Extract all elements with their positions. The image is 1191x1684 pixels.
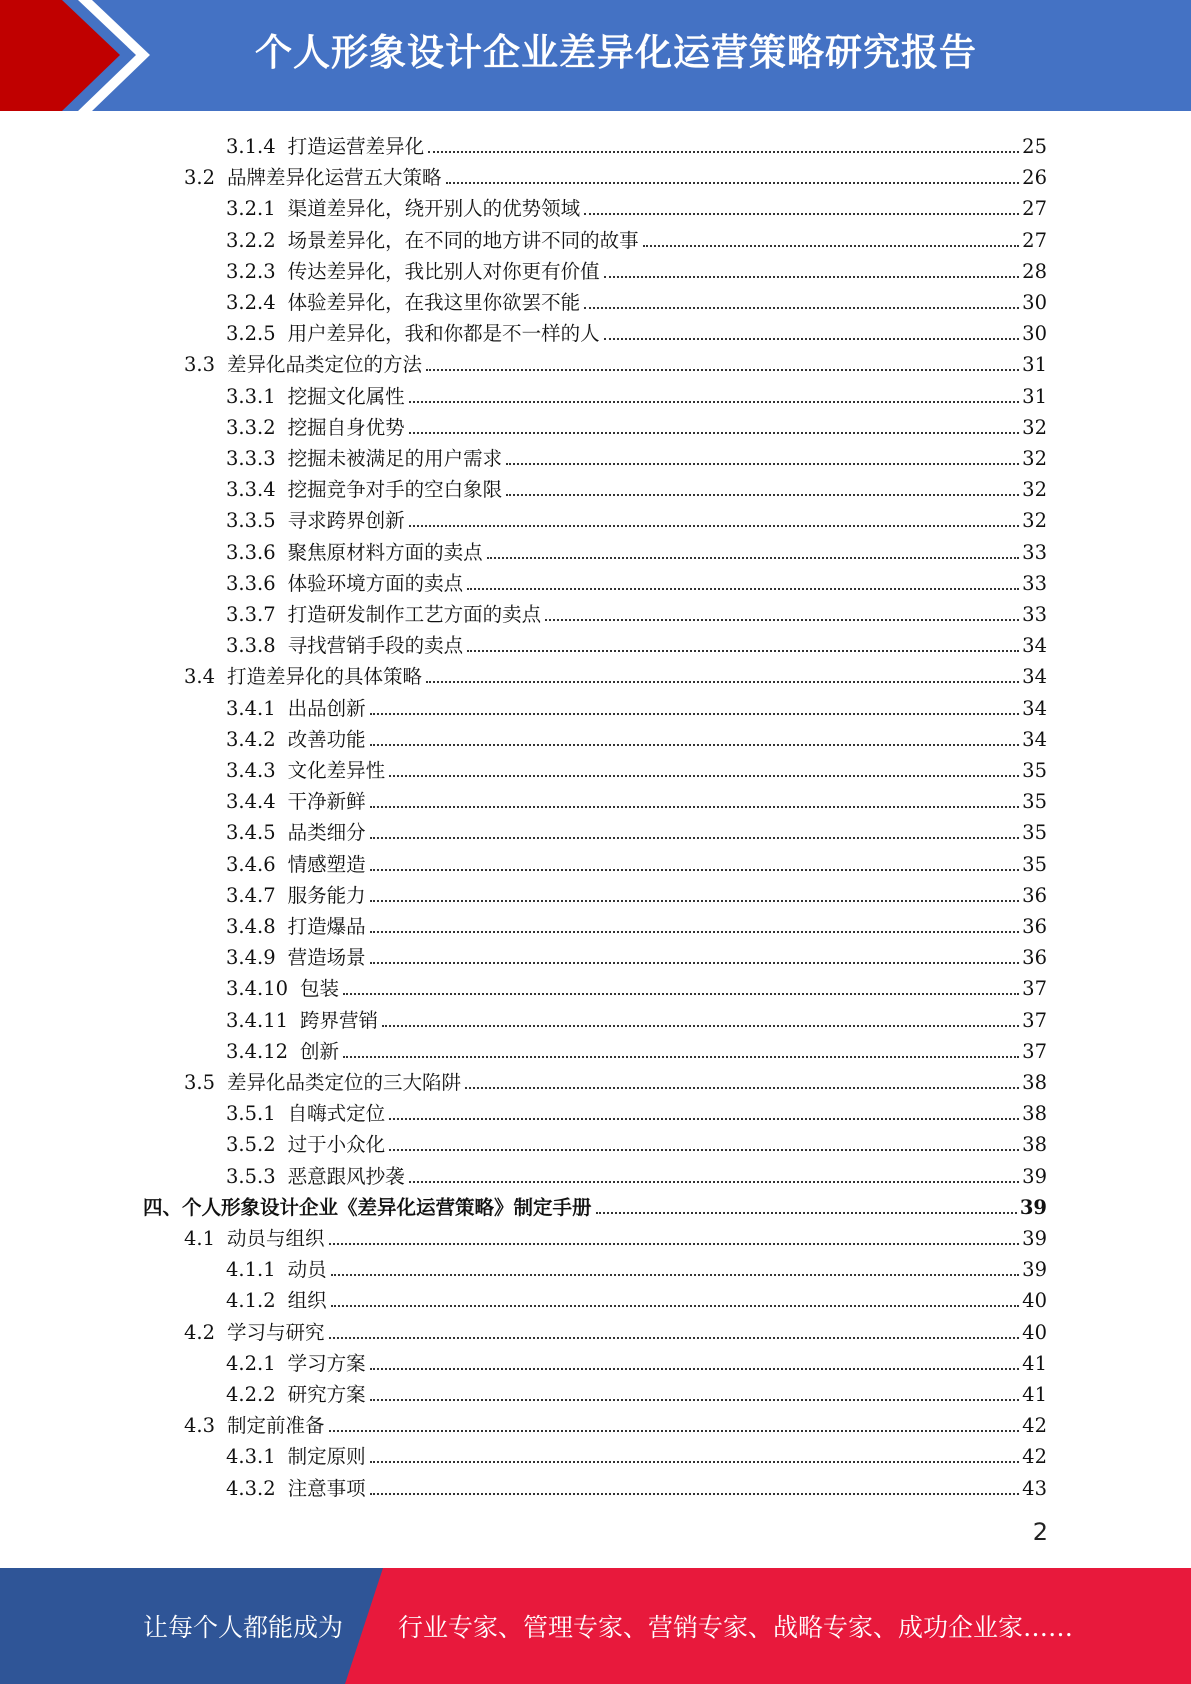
toc-entry-label: 挖掘竞争对手的空白象限 [287,478,503,502]
toc-entry-label: 差异化品类定位的三大陷阱 [227,1071,462,1094]
toc-dot-leader [370,1493,1020,1495]
footer-slogan-right: 行业专家、管理专家、营销专家、战略专家、成功企业家…… [398,1613,1074,1642]
toc-entry[interactable] [226,189,1047,220]
toc-entry-number: 3.3.1 [226,384,276,408]
toc-entry-label: 挖掘自身优势 [287,415,405,439]
toc-dot-leader [329,1430,1020,1432]
toc-entry-page: 41 [1022,1351,1047,1375]
toc-entry-number: 3.4.2 [226,727,276,751]
toc-entry-label: 制定原则 [287,1445,366,1469]
toc-entry-label: 聚焦原材料方面的卖点 [287,540,483,564]
toc-entry[interactable] [226,1250,1047,1281]
toc-entry[interactable] [226,813,1047,844]
toc-dot-leader [331,1274,1020,1276]
toc-entry-label: 创新 [300,1039,340,1063]
toc-entry-page: 34 [1022,665,1047,689]
toc-entry-number: 3.5.3 [226,1164,276,1188]
toc-entry-label: 文化差异性 [287,759,386,782]
toc-entry-page: 38 [1022,1071,1047,1094]
toc-entry-label: 打造爆品 [287,915,366,938]
toc-entry-number: 3.1.4 [226,135,276,158]
toc-entry-label: 制定前准备 [227,1414,325,1438]
toc-dot-leader [465,1087,1019,1089]
toc-entry-page: 35 [1022,852,1047,876]
toc-dot-leader [426,369,1019,371]
toc-entry-number: 3.4.7 [226,883,276,907]
toc-entry-label: 注意事项 [287,1476,366,1500]
toc-entry-number: 3.2.3 [226,259,276,283]
toc-entry-label: 品类细分 [287,821,366,845]
toc-entry-label: 寻求跨界创新 [287,509,405,533]
toc-entry-number: 3.2.2 [226,228,276,252]
toc-entry-number: 4.2 [184,1320,216,1344]
toc-entry-page: 35 [1022,759,1047,782]
toc-entry-number: 4.3.2 [226,1476,276,1500]
toc-entry[interactable] [226,221,1047,252]
toc-entry-number: 3.5.1 [226,1102,276,1126]
toc-entry[interactable] [226,907,1047,938]
toc-entry-label: 场景差异化，在不同的地方讲不同的故事 [287,228,639,252]
toc-dot-leader [584,307,1019,309]
toc-entry-number: 3.3.6 [226,571,276,595]
toc-entry[interactable] [226,595,1047,626]
toc-entry[interactable] [184,345,1047,376]
toc-entry-page: 32 [1022,415,1047,439]
toc-entry[interactable] [226,1281,1047,1312]
toc-entry-page: 33 [1022,540,1047,564]
toc-entry[interactable] [226,377,1047,408]
toc-entry-number: 3.3.2 [226,415,276,439]
toc-dot-leader [343,993,1019,995]
toc-entry-label: 动员与组织 [227,1227,325,1250]
toc-entry-label: 出品创新 [287,696,366,720]
toc-entry-number: 3.4.8 [226,915,276,938]
toc-entry-number: 3.5.2 [226,1133,276,1157]
toc-entry-label: 传达差异化，我比别人对你更有价值 [287,259,600,283]
toc-entry-label: 打造差异化的具体策略 [227,665,423,689]
toc-entry-page: 27 [1022,197,1047,221]
toc-entry-number: 3.3.6 [226,540,276,564]
toc-entry-label: 跨界营销 [300,1008,379,1032]
toc-entry-number: 4.1.2 [226,1289,276,1313]
toc-entry-page: 40 [1022,1320,1047,1344]
toc-entry[interactable] [226,439,1047,470]
toc-entry-label: 寻找营销手段的卖点 [287,634,464,658]
toc-dot-leader [467,650,1019,652]
toc-entry[interactable] [143,1188,1047,1219]
toc-entry-label: 打造研发制作工艺方面的卖点 [287,603,542,626]
toc-entry-page: 32 [1022,478,1047,502]
toc-entry-label: 打造运营差异化 [287,135,425,158]
page-header [0,0,1191,111]
toc-dot-leader [389,775,1019,777]
toc-entry-page: 34 [1022,696,1047,720]
toc-dot-leader [329,1337,1020,1339]
toc-entry-page: 39 [1019,1195,1047,1219]
toc-entry-page: 32 [1022,447,1047,470]
toc-entry[interactable] [226,1157,1047,1188]
toc-entry-label: 过于小众化 [287,1133,386,1157]
toc-entry[interactable] [226,938,1047,969]
page-footer [0,1568,1191,1684]
toc-dot-leader [409,401,1020,403]
toc-entry-number: 3.5 [184,1071,216,1094]
toc-entry-number: 3.2.1 [226,197,276,221]
toc-dot-leader [506,494,1019,496]
toc-entry[interactable] [226,845,1047,876]
toc-entry-label: 差异化品类定位的方法 [227,353,423,377]
toc-entry[interactable] [184,1063,1047,1094]
toc-entry-page: 39 [1022,1258,1047,1282]
toc-entry-number: 3.3.8 [226,634,276,658]
toc-entry-page: 38 [1022,1133,1047,1157]
toc-entry-page: 36 [1022,915,1047,938]
toc-entry-number: 4.3.1 [226,1445,276,1469]
toc-entry-page: 27 [1022,228,1047,252]
toc-entry-label: 用户差异化，我和你都是不一样的人 [287,322,600,346]
toc-entry-page: 37 [1022,977,1047,1001]
toc-entry[interactable] [226,1001,1047,1032]
toc-dot-leader [370,962,1020,964]
toc-dot-leader [409,525,1020,527]
toc-dot-leader [370,869,1020,871]
header-arrow-decoration [0,0,160,111]
toc-entry-page: 33 [1022,603,1047,626]
report-title: 个人形象设计企业差异化运营策略研究报告 [255,31,977,74]
toc-entry-number: 3.4.9 [226,946,276,970]
toc-entry-number: 3.4.10 [226,977,289,1001]
toc-entry-label: 学习与研究 [227,1320,325,1344]
toc-entry-label: 体验环境方面的卖点 [287,571,464,595]
toc-entry[interactable] [184,1406,1047,1437]
toc-entry-number: 3.3.5 [226,509,276,533]
toc-entry-number: 3.2.4 [226,291,276,314]
toc-entry-label: 服务能力 [287,883,366,907]
toc-entry-label: 动员 [287,1258,327,1282]
toc-entry-label: 恶意跟风抄袭 [287,1164,405,1188]
toc-entry-number: 3.4 [184,665,216,689]
toc-dot-leader [428,151,1019,153]
toc-entry[interactable] [226,501,1047,532]
toc-entry-number: 3.3.3 [226,447,276,470]
toc-entry[interactable] [226,782,1047,813]
toc-entry-label: 挖掘未被满足的用户需求 [287,447,503,470]
toc-entry-page: 34 [1022,727,1047,751]
toc-entry-page: 41 [1022,1383,1047,1406]
toc-entry-page: 42 [1022,1445,1047,1469]
toc-dot-leader [389,1149,1019,1151]
toc-entry-page: 35 [1022,821,1047,845]
toc-entry-label: 四、个人形象设计企业《差异化运营策略》制定手册 [143,1195,592,1219]
toc-entry[interactable] [226,1125,1047,1156]
toc-dot-leader [487,557,1020,559]
toc-entry[interactable] [226,969,1047,1000]
toc-entry-page: 25 [1022,135,1047,158]
toc-entry-page: 30 [1022,291,1047,314]
toc-dot-leader [604,276,1020,278]
toc-dot-leader [584,213,1019,215]
toc-entry[interactable] [226,1469,1047,1500]
toc-dot-leader [370,931,1020,933]
toc-dot-leader [370,837,1020,839]
toc-dot-leader [370,1461,1020,1463]
toc-dot-leader [506,463,1019,465]
toc-entry-page: 35 [1022,790,1047,814]
toc-dot-leader [370,806,1020,808]
toc-dot-leader [331,1305,1020,1307]
toc-entry-number: 4.3 [184,1414,216,1438]
toc-entry-number: 3.3.4 [226,478,276,502]
toc-entry-label: 研究方案 [287,1383,366,1406]
toc-entry-label: 体验差异化，在我这里你欲罢不能 [287,291,581,314]
toc-entry[interactable] [184,657,1047,688]
toc-entry-page: 36 [1022,946,1047,970]
toc-dot-leader [343,1056,1019,1058]
toc-entry-number: 3.3.7 [226,603,276,626]
toc-entry[interactable] [226,252,1047,283]
toc-entry-page: 38 [1022,1102,1047,1126]
toc-entry-label: 渠道差异化，绕开别人的优势领域 [287,197,581,221]
toc-entry-page: 34 [1022,634,1047,658]
toc-entry[interactable] [226,408,1047,439]
toc-entry-number: 3.4.4 [226,790,276,814]
toc-entry[interactable] [226,1344,1047,1375]
toc-dot-leader [446,182,1020,184]
toc-entry-label: 营造场景 [287,946,366,970]
toc-dot-leader [370,1399,1020,1401]
toc-entry[interactable] [226,626,1047,657]
toc-entry-label: 学习方案 [287,1351,366,1375]
toc-dot-leader [370,744,1020,746]
toc-entry-page: 37 [1022,1039,1047,1063]
toc-entry-page: 26 [1022,166,1047,190]
toc-entry-label: 品牌差异化运营五大策略 [227,166,442,190]
toc-entry[interactable] [184,1313,1047,1344]
toc-entry[interactable] [226,127,1047,158]
toc-entry-number: 3.2 [184,166,216,190]
toc-dot-leader [409,1181,1020,1183]
toc-dot-leader [596,1212,1017,1214]
toc-entry-number: 4.1.1 [226,1258,276,1282]
toc-entry-page: 39 [1022,1227,1047,1250]
toc-entry-label: 包装 [300,977,340,1001]
toc-entry[interactable] [226,533,1047,564]
toc-dot-leader [643,245,1020,247]
toc-dot-leader [604,338,1020,340]
toc-dot-leader [370,713,1020,715]
toc-entry[interactable] [226,751,1047,782]
toc-dot-leader [389,1118,1019,1120]
toc-entry-number: 4.2.2 [226,1383,276,1406]
toc-dot-leader [426,681,1019,683]
footer-slogan-left: 让每个人都能成为 [143,1613,344,1642]
toc-entry-page: 43 [1022,1476,1047,1500]
toc-entry[interactable] [226,720,1047,751]
toc-entry-label: 改善功能 [287,727,366,751]
toc-entry-label: 干净新鲜 [287,790,366,814]
toc-entry-number: 3.2.5 [226,322,276,346]
toc-entry[interactable] [226,1094,1047,1125]
toc-dot-leader [467,588,1019,590]
toc-dot-leader [370,1368,1020,1370]
toc-entry-number: 3.4.1 [226,696,276,720]
toc-entry[interactable] [226,470,1047,501]
toc-entry-page: 32 [1022,509,1047,533]
toc-entry[interactable] [226,689,1047,720]
toc-entry-page: 31 [1022,353,1047,377]
toc-entry-label: 情感塑造 [287,852,366,876]
toc-entry[interactable] [184,1219,1047,1250]
toc-entry-number: 4.2.1 [226,1351,276,1375]
toc-dot-leader [370,900,1020,902]
toc-dot-leader [409,432,1020,434]
toc-entry-page: 39 [1022,1164,1047,1188]
toc-entry-number: 3.4.12 [226,1039,289,1063]
toc-entry-number: 3.3 [184,353,216,377]
toc-entry-number: 3.4.11 [226,1008,289,1032]
toc-dot-leader [329,1243,1020,1245]
toc-entry-number: 3.4.5 [226,821,276,845]
toc-entry-page: 30 [1022,322,1047,346]
toc-dot-leader [545,619,1019,621]
toc-dot-leader [382,1025,1019,1027]
toc-entry-page: 33 [1022,571,1047,595]
toc-entry[interactable] [226,876,1047,907]
toc-entry-page: 42 [1022,1414,1047,1438]
toc-entry-label: 自嗨式定位 [287,1102,386,1126]
toc-entry[interactable] [226,564,1047,595]
toc-entry[interactable] [226,314,1047,345]
toc-entry-page: 40 [1022,1289,1047,1313]
toc-entry[interactable] [226,1032,1047,1063]
toc-entry-page: 37 [1022,1008,1047,1032]
toc-entry[interactable] [226,283,1047,314]
toc-entry-number: 3.4.3 [226,759,276,782]
toc-entry-number: 4.1 [184,1227,216,1250]
toc-entry-label: 组织 [287,1289,327,1313]
toc-entry-page: 31 [1022,384,1047,408]
page-number: 2 [1032,1518,1048,1546]
toc-entry[interactable] [226,1375,1047,1406]
toc-entry[interactable] [226,1437,1047,1468]
toc-entry-page: 28 [1022,259,1047,283]
toc-entry-number: 3.4.6 [226,852,276,876]
toc-entry-label: 挖掘文化属性 [287,384,405,408]
toc-entry-page: 36 [1022,883,1047,907]
toc-entry[interactable] [184,158,1047,189]
